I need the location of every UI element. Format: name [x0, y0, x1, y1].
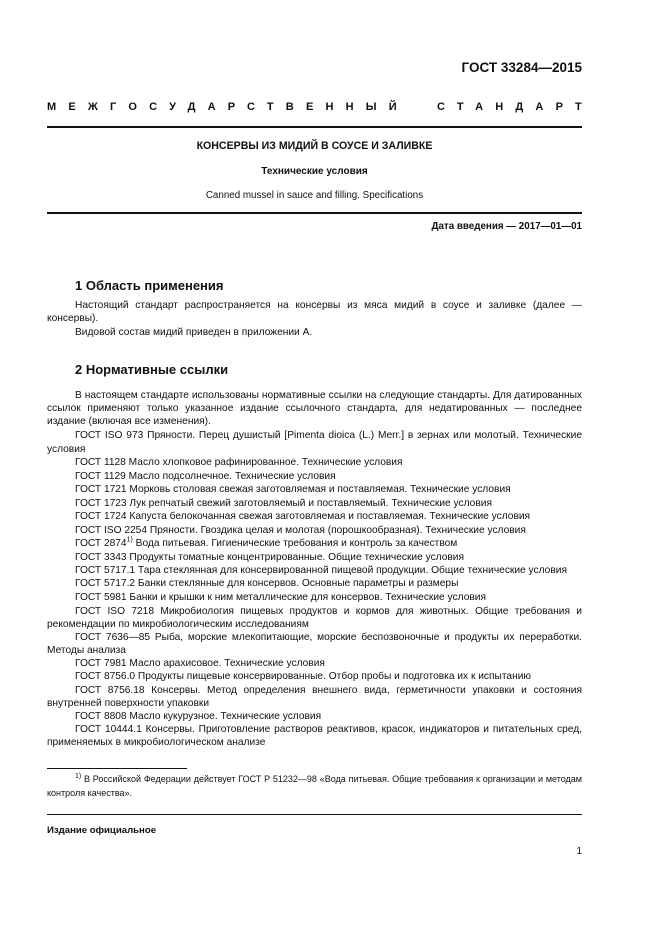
reference-item: ГОСТ 1723 Лук репчатый свежий заготовляемый и поставляемый. Технические условия	[75, 497, 492, 509]
reference-item: ГОСТ 5717.1 Тара стеклянная для консервированной пищевой продукции. Общие технические условия	[75, 565, 567, 577]
standard-label: СТАНДАРТ	[437, 101, 594, 113]
reference-item: ГОСТ 1129 Масло подсолнечное. Технические условия	[75, 470, 336, 482]
footnote-marker: 1)	[126, 536, 133, 544]
reference-item: ГОСТ 3343 Продукты томатные концентрированные. Общие технические условия	[75, 551, 465, 563]
reference-item: ГОСТ 8756.18 Консервы. Метод определения внешнего вида, герметичности упаковки и состояния внутренней поверхности упаковки	[47, 684, 582, 709]
edition-rule	[47, 814, 582, 815]
reference-item: ГОСТ 7636—85 Рыба, морские млекопитающие, морские беспозвоночные и продукты их переработки. Методы анализа	[47, 631, 582, 656]
document-subtitle: Технические условия	[261, 166, 368, 177]
footnote-text: В Российской Федерации действует ГОСТ Р 51232—98 «Вода питьевая. Общие требования к организации и методам контроля качества».	[47, 774, 582, 798]
reference-code: ГОСТ 2874	[75, 538, 127, 550]
reference-item: ГОСТ 5981 Банки и крышки к ним металлические для консервов. Технические условия	[75, 592, 486, 604]
reference-item	[47, 537, 582, 551]
reference-item: ГОСТ 1724 Капуста белокочанная свежая заготовляемая и поставляемая. Технические условия	[75, 511, 531, 523]
reference-item: ГОСТ 1721 Морковь столовая свежая заготовляемая и поставляемая. Технические условия	[75, 484, 511, 496]
header-rule	[47, 126, 582, 128]
reference-item: ГОСТ ISO 973 Пряности. Перец душистый [Pimenta dioica (L.) Merr.] в зернах или молотый. Технические условия	[47, 430, 582, 455]
reference-item: ГОСТ 1128 Масло хлопковое рафинированное. Технические условия	[75, 457, 403, 469]
standard-number: ГОСТ 33284—2015	[461, 60, 582, 75]
section-2-intro: В настоящем стандарте использованы нормативные ссылки на следующие стандарты. Для датированных ссылок применяют только указанное издание ссылочного стандарта, для недатированных — последнее издание (включая все изменения).	[47, 390, 582, 427]
reference-item: ГОСТ 8756.0 Продукты пищевые консервированные. Отбор пробы и подготовка их к испытанию	[75, 671, 532, 683]
document-title: КОНСЕРВЫ ИЗ МИДИЙ В СОУСЕ И ЗАЛИВКЕ	[196, 140, 433, 152]
reference-item: ГОСТ 5717.2 Банки стеклянные для консервов. Основные параметры и размеры	[75, 578, 459, 590]
reference-item: ГОСТ 8808 Масло кукурузное. Технические условия	[75, 710, 322, 722]
footnote-rule	[47, 768, 187, 769]
section-1-paragraph: Видовой состав мидий приведен в приложении А.	[75, 327, 313, 338]
reference-text: Вода питьевая. Гигиенические требования и контроль за качеством	[132, 538, 458, 550]
reference-item: ГОСТ ISO 2254 Пряности. Гвоздика целая и молотая (порошкообразная). Технические условия	[75, 524, 526, 536]
footnote-marker: 1)	[75, 773, 82, 780]
introduction-date: Дата введения — 2017—01—01	[431, 221, 582, 232]
page-number: 1	[576, 846, 582, 857]
reference-item: ГОСТ 10444.1 Консервы. Приготовление растворов реактивов, красок, индикаторов и питательных сред, применяемых в микробиологическом анализе	[47, 724, 582, 749]
reference-item: ГОСТ 7981 Масло арахисовое. Технические условия	[75, 657, 325, 669]
section-2-title: 2 Нормативные ссылки	[75, 362, 229, 377]
references-list	[47, 429, 582, 749]
title-rule	[47, 212, 582, 214]
official-edition-label: Издание официальное	[47, 825, 157, 836]
english-title: Canned mussel in sauce and filling. Specifications	[205, 190, 424, 201]
footnote	[47, 773, 582, 800]
section-1-paragraph: Настоящий стандарт распространяется на консервы из мяса мидий в соусе и заливке (далее — консервы).	[47, 300, 582, 324]
section-1-title: 1 Область применения	[75, 278, 224, 293]
reference-item: ГОСТ ISO 7218 Микробиология пищевых продуктов и кормов для животных. Общие требования и рекомендации по микробиологическим исследованиям	[47, 605, 582, 630]
interstate-label: МЕЖГОСУДАРСТВЕННЫЙ	[47, 101, 409, 113]
